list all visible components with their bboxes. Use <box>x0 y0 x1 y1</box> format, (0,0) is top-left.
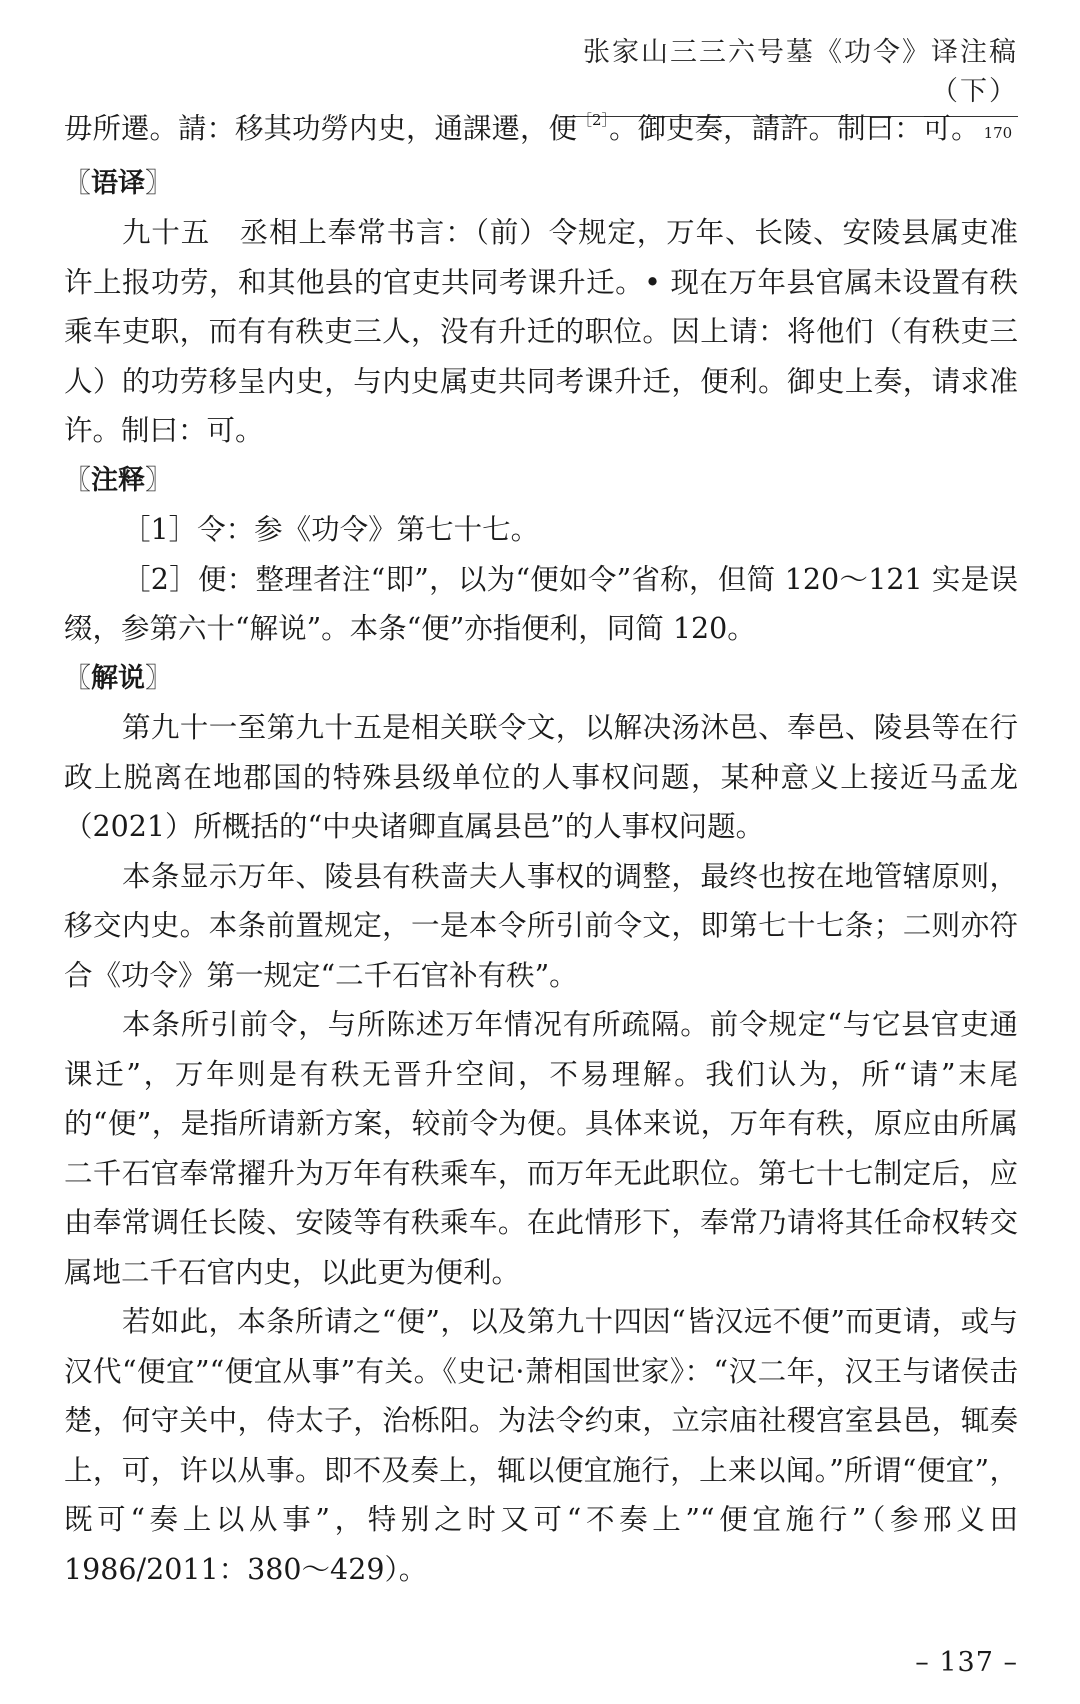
footnote-marker: ［2］ <box>577 111 610 129</box>
translation-paragraph: 九十五 丞相上奉常书言：（前）令规定，万年、长陵、安陵县属吏准许上报功劳，和其他县的官吏共同考课升迁。• 现在万年县官属未设置有秩乘车吏职，而有有秩吏三人，没有升迁的职位。因上请：将他们（有秩吏三人）的功劳移呈内史，与内史属吏共同考课升迁，便利。御史上奏，请求准许。制曰：可。 <box>64 216 1018 447</box>
bracket-open-icon: 〖 <box>64 662 91 694</box>
commentary-paragraph: 本条所引前令，与所陈述万年情况有所疏隔。前令规定“与它县官吏通课迁”，万年则是有秩无晋升空间，不易理解。我们认为，所“请”末尾的“便”，是指所请新方案，较前令为便。具体来说，万年有秩，原应由所属二千石官奉常擢升为万年有秩乘车，而万年无此职位。第七十七制定后，应由奉常调任长陵、安陵等有秩乘车。在此情形下，奉常乃请将其任命权转交属地二千石官内史，以此更为便利。 <box>64 1008 1018 1289</box>
commentary-paragraph: 第九十一至第九十五是相关联令文，以解决汤沐邑、奉邑、陵县等在行政上脱离在地郡国的特殊县级单位的人事权问题，某种意义上接近马孟龙（2021）所概括的“中央诸卿直属县邑”的人事权问题。 <box>64 711 1018 843</box>
bracket-open-icon: 〖 <box>64 167 91 199</box>
note-item: ［2］便：整理者注“即”，以为“便如令”省称，但简 120～121 实是误缀，参第六十“解说”。本条“便”亦指便利，同简 120。 <box>64 562 1018 645</box>
bracket-close-icon: 〗 <box>145 167 172 199</box>
section-heading-commentary <box>64 654 1018 704</box>
heading-label: 注释 <box>91 464 145 496</box>
section-heading-notes <box>64 456 1018 506</box>
running-title: 张家山三三六号墓《功令》译注稿（下） <box>583 37 1018 107</box>
page-number: – 137 – <box>915 1647 1018 1678</box>
slip-number: 170 <box>983 124 1013 142</box>
bracket-close-icon: 〗 <box>145 464 172 496</box>
note-item: ［1］令：参《功令》第七十七。 <box>122 513 540 546</box>
section-heading-translation <box>64 159 1018 209</box>
original-text-end: 。御史奏，請許。制曰：可。 <box>609 112 980 145</box>
bracket-open-icon: 〖 <box>64 464 91 496</box>
page-number-value: 137 <box>939 1647 994 1678</box>
page-body <box>64 104 1018 1594</box>
commentary-paragraph: 本条显示万年、陵县有秩啬夫人事权的调整，最终也按在地管辖原则，移交内史。本条前置规定，一是本令所引前令文，即第七十七条；二则亦符合《功令》第一规定“二千石官补有秩”。 <box>64 859 1018 992</box>
heading-label: 解说 <box>91 662 145 694</box>
heading-label: 语译 <box>91 167 145 199</box>
commentary-paragraph: 若如此，本条所请之“便”，以及第九十四因“皆汉远不便”而更请，或与汉代“便宜”“便宜从事”有关。《史记·萧相国世家》：“汉二年，汉王与诸侯击楚，何守关中，侍太子，治栎阳。为法令约束，立宗庙社稷宫室县邑，辄奏上，可，许以从事。即不及奏上，辄以便宜施行，上来以闻。”所谓“便宜”，既可“奏上以从事”，特别之时又可“不奏上”“便宜施行”（参邢义田 1986/2011：380～429）。 <box>64 1305 1018 1586</box>
bracket-close-icon: 〗 <box>145 662 172 694</box>
original-text: 毋所遷。請：移其功勞内史，通課遷，便 <box>64 112 578 145</box>
original-text-line <box>64 104 1018 159</box>
